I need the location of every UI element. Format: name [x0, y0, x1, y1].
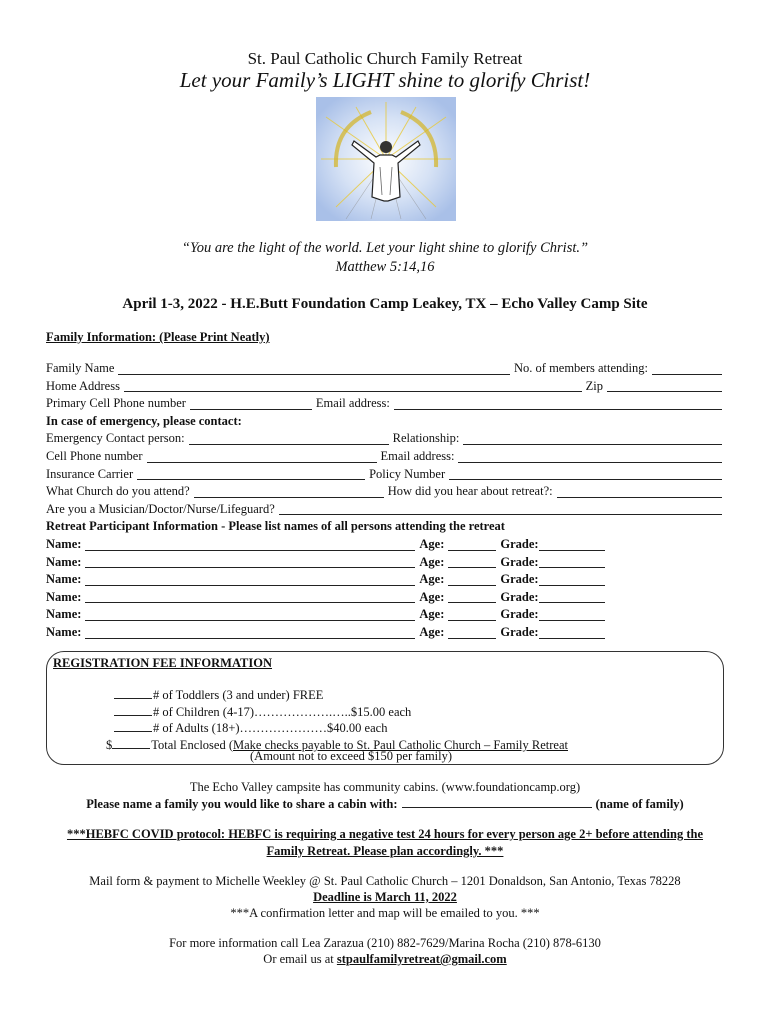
musician-row [46, 501, 726, 519]
cabin-share-label: Please name a family you would like to share a cabin with: [86, 797, 398, 811]
participants-heading-row [46, 518, 726, 536]
heard-field[interactable] [557, 485, 722, 498]
name-label: Name: [46, 536, 82, 551]
toddlers-row [106, 687, 568, 704]
children-count-field[interactable] [114, 704, 152, 716]
policy-label: Policy Number [369, 466, 446, 481]
grade-label: Grade: [500, 607, 539, 622]
grade-field[interactable] [539, 573, 605, 586]
email2-field[interactable] [458, 450, 722, 463]
heard-label: How did you hear about retreat?: [387, 484, 553, 499]
name-field[interactable] [85, 573, 415, 586]
participant-row [46, 624, 726, 642]
name-label: Name: [46, 589, 82, 604]
name-label: Name: [46, 554, 82, 569]
dollar-sign: $ [106, 737, 113, 752]
total-label: Total Enclosed ( [151, 737, 233, 752]
emergency-contact-label: Emergency Contact person: [46, 431, 185, 446]
email-label: Email address: [315, 396, 390, 411]
participant-row [46, 536, 726, 554]
cell-phone-row [46, 448, 726, 466]
grade-field[interactable] [539, 608, 605, 621]
page-subtitle: Let your Family’s LIGHT shine to glorify Christ! [179, 68, 591, 92]
contact-email-row [0, 952, 770, 967]
email-prefix: Or email us at [263, 952, 337, 966]
insurance-row [46, 466, 726, 484]
name-label: Name: [46, 572, 82, 587]
grade-label: Grade: [500, 554, 539, 569]
cell-phone-label: Cell Phone number [46, 448, 143, 463]
cabin-info: The Echo Valley campsite has community cabins. (www.foundationcamp.org) [189, 780, 581, 794]
home-address-row [46, 378, 726, 396]
grade-label: Grade: [500, 572, 539, 587]
home-address-field[interactable] [124, 379, 582, 392]
grade-field[interactable] [539, 555, 605, 568]
children-row [106, 704, 568, 721]
age-field[interactable] [448, 626, 496, 639]
scripture-reference: Matthew 5:14,16 [335, 259, 435, 275]
adults-count-field[interactable] [114, 720, 152, 732]
emergency-contact-field[interactable] [189, 432, 389, 445]
family-name-field[interactable] [118, 362, 510, 375]
cabin-share-field[interactable] [402, 796, 592, 808]
family-info-heading: Family Information: (Please Print Neatly) [46, 330, 270, 344]
age-field[interactable] [448, 555, 496, 568]
church-label: What Church do you attend? [46, 484, 190, 499]
event-dates-location: April 1-3, 2022 - H.E.Butt Foundation Camp Leakey, TX – Echo Valley Camp Site [122, 296, 648, 312]
family-info-form [46, 360, 726, 642]
family-name-label: Family Name [46, 361, 115, 375]
participant-row [46, 606, 726, 624]
jesus-arms-raised-light-icon [316, 97, 456, 221]
relationship-field[interactable] [463, 432, 722, 445]
total-field[interactable] [112, 737, 150, 749]
confirmation-note: ***A confirmation letter and map will be emailed to you. *** [230, 906, 540, 920]
age-field[interactable] [448, 608, 496, 621]
insurance-field[interactable] [137, 467, 365, 480]
scripture-quote: “You are the light of the world. Let your light shine to glorify Christ.” [181, 240, 589, 256]
checks-payable-text: Make checks payable to St. Paul Catholic Church – Family Retreat [233, 737, 568, 752]
age-field[interactable] [448, 538, 496, 551]
age-field[interactable] [448, 590, 496, 603]
page-title: St. Paul Catholic Church Family Retreat [247, 49, 523, 68]
age-field[interactable] [448, 573, 496, 586]
email2-label: Email address: [380, 448, 455, 463]
adults-row [106, 720, 568, 737]
covid-protocol-line1: ***HEBFC COVID protocol: HEBFC is requiring a negative test 24 hours for every person age 2+ before attending the [66, 827, 704, 841]
cell-phone-field[interactable] [147, 450, 377, 463]
fee-lines [106, 687, 568, 753]
emergency-heading: In case of emergency, please contact: [46, 413, 242, 428]
members-attending-label: No. of members attending: [514, 361, 648, 375]
toddlers-label: # of Toddlers (3 and under) FREE [153, 688, 324, 702]
musician-field[interactable] [279, 502, 722, 515]
emergency-contact-row [46, 430, 726, 448]
age-label: Age: [419, 572, 445, 587]
church-field[interactable] [194, 485, 384, 498]
grade-label: Grade: [500, 536, 539, 551]
participants-heading: Retreat Participant Information - Please list names of all persons attending the retreat [46, 519, 505, 534]
fee-limit-note: (Amount not to exceed $150 per family) [250, 749, 453, 763]
cabin-share-suffix: (name of family) [595, 797, 684, 811]
church-row [46, 483, 726, 501]
relationship-label: Relationship: [392, 431, 460, 446]
participant-row [46, 589, 726, 607]
primary-cell-field[interactable] [190, 397, 312, 410]
adults-label: # of Adults (18+)…………………$40.00 each [153, 721, 388, 736]
name-field[interactable] [85, 555, 415, 568]
policy-field[interactable] [449, 467, 722, 480]
email-field[interactable] [394, 397, 722, 410]
grade-label: Grade: [500, 589, 539, 604]
name-field[interactable] [85, 626, 415, 639]
age-label: Age: [419, 536, 445, 551]
deadline: Deadline is March 11, 2022 [313, 890, 457, 904]
family-name-row [46, 360, 726, 378]
zip-label: Zip [585, 378, 603, 393]
participant-row [46, 571, 726, 589]
cabin-share-row [0, 796, 770, 812]
fee-heading: REGISTRATION FEE INFORMATION [53, 656, 273, 670]
name-label: Name: [46, 624, 82, 639]
participant-row [46, 554, 726, 572]
contact-email-link[interactable]: stpaulfamilyretreat@gmail.com [336, 952, 507, 966]
zip-field[interactable] [607, 379, 722, 392]
musician-label: Are you a Musician/Doctor/Nurse/Lifeguard? [46, 501, 275, 516]
home-address-label: Home Address [46, 378, 120, 393]
name-field[interactable] [85, 538, 415, 551]
mail-instructions: Mail form & payment to Michelle Weekley @ St. Paul Catholic Church – 1201 Donaldson, San Antonio, Texas 78228 [89, 874, 681, 888]
grade-label: Grade: [500, 624, 539, 639]
age-label: Age: [419, 589, 445, 604]
name-label: Name: [46, 607, 82, 622]
contact-info: For more information call Lea Zarazua (210) 882-7629/Marina Rocha (210) 878-6130 [169, 936, 601, 950]
covid-protocol-line2: Family Retreat. Please plan accordingly. *** [266, 844, 504, 858]
members-attending-field[interactable] [652, 362, 722, 375]
emergency-heading-row [46, 413, 726, 431]
name-field[interactable] [85, 590, 415, 603]
age-label: Age: [419, 554, 445, 569]
grade-field[interactable] [539, 626, 605, 639]
children-label: # of Children (4-17)……………….…..$15.00 each [153, 704, 412, 719]
age-label: Age: [419, 624, 445, 639]
insurance-label: Insurance Carrier [46, 466, 134, 481]
age-label: Age: [419, 607, 445, 622]
primary-cell-label: Primary Cell Phone number [46, 396, 186, 411]
primary-cell-row [46, 395, 726, 413]
name-field[interactable] [85, 608, 415, 621]
grade-field[interactable] [539, 538, 605, 551]
toddlers-count-field[interactable] [114, 687, 152, 699]
grade-field[interactable] [539, 590, 605, 603]
